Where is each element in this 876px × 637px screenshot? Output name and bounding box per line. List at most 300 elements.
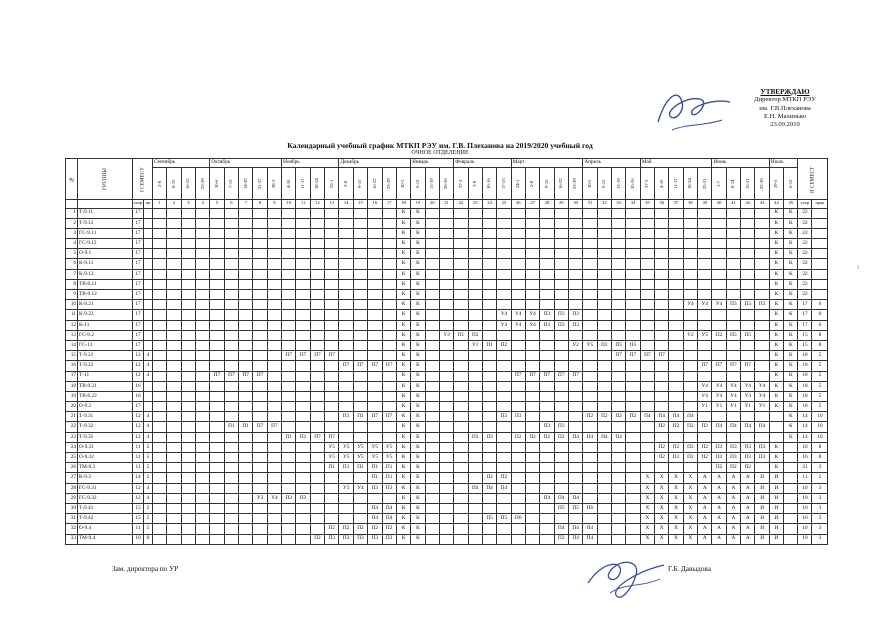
week-cell: К [769, 218, 783, 228]
sem1-practice: 5 [144, 442, 153, 452]
week-cell [583, 259, 597, 269]
header-month: Июль [769, 159, 798, 168]
week-cell [468, 473, 482, 483]
week-cell [181, 290, 195, 300]
week-cell [353, 208, 367, 218]
week-cell [540, 259, 554, 269]
week-cell [310, 514, 324, 524]
week-cell [368, 351, 382, 361]
week-cell: П2 [698, 453, 712, 463]
week-cell: А [741, 534, 755, 544]
week-cell: И [755, 514, 769, 524]
week-cell [267, 453, 281, 463]
week-cell [167, 473, 181, 483]
week-cell [267, 473, 281, 483]
week-cell [568, 290, 582, 300]
week-cell [382, 239, 396, 249]
week-cell [669, 330, 683, 340]
header-month: Январь [411, 159, 454, 168]
header-week-number: 27 [525, 200, 539, 209]
week-cell: У2 [568, 340, 582, 350]
week-cell [669, 269, 683, 279]
week-cell: К [784, 351, 798, 361]
week-cell [353, 514, 367, 524]
week-cell [554, 269, 568, 279]
week-cell [253, 432, 267, 442]
week-cell [239, 453, 253, 463]
week-cell [755, 351, 769, 361]
week-cell: К [769, 340, 783, 350]
week-cell [468, 259, 482, 269]
approval-line: Директор МТКП РЭУ [754, 96, 816, 104]
week-cell [612, 493, 626, 503]
week-cell [196, 218, 210, 228]
week-cell [655, 208, 669, 218]
week-cell: А [698, 473, 712, 483]
header-week-number: 19 [411, 200, 425, 209]
week-cell: Х [640, 483, 654, 493]
week-cell [267, 269, 281, 279]
header-week: 25-31 [698, 168, 712, 200]
week-cell [167, 534, 181, 544]
sem1-practice: 2 [144, 473, 153, 483]
week-cell [239, 391, 253, 401]
week-cell [439, 483, 453, 493]
week-cell: П4 [683, 412, 697, 422]
week-cell [239, 442, 253, 452]
week-cell [253, 463, 267, 473]
week-cell [698, 463, 712, 473]
week-cell [181, 340, 195, 350]
header-week-number: 5 [210, 200, 224, 209]
week-cell [339, 340, 353, 350]
week-cell: К [411, 493, 425, 503]
week-cell: П2 [511, 432, 525, 442]
sem1-practice [144, 208, 153, 218]
table-row [66, 361, 828, 371]
week-cell: У5 [583, 340, 597, 350]
week-cell [239, 208, 253, 218]
week-cell [210, 432, 224, 442]
week-cell [239, 524, 253, 534]
week-cell [554, 402, 568, 412]
week-cell [282, 442, 296, 452]
week-cell [339, 300, 353, 310]
week-cell [626, 330, 640, 340]
sem2-practice: 3 [812, 493, 828, 503]
week-cell [296, 320, 310, 330]
week-cell: П7 [253, 422, 267, 432]
week-cell: П4 [554, 524, 568, 534]
group-name: Т-9.12 [78, 218, 133, 228]
week-cell [784, 483, 798, 493]
week-cell: У1 [712, 402, 726, 412]
week-cell [167, 300, 181, 310]
week-cell [540, 514, 554, 524]
week-cell [540, 249, 554, 259]
week-cell [239, 269, 253, 279]
week-cell [454, 402, 468, 412]
week-cell [210, 310, 224, 320]
week-cell [683, 340, 697, 350]
week-cell: У5 [353, 442, 367, 452]
week-cell [310, 290, 324, 300]
week-cell [267, 391, 281, 401]
week-cell: К [411, 228, 425, 238]
sem1-practice [144, 330, 153, 340]
week-cell [554, 412, 568, 422]
week-cell [640, 279, 654, 289]
week-cell [368, 310, 382, 320]
week-cell [769, 412, 783, 422]
week-cell [282, 453, 296, 463]
group-name: Т-9.32 [78, 422, 133, 432]
week-cell: П3 [741, 442, 755, 452]
week-cell [239, 300, 253, 310]
week-cell [439, 269, 453, 279]
week-cell: П2 [540, 432, 554, 442]
row-number: 9 [66, 290, 78, 300]
week-cell [669, 340, 683, 350]
week-cell [282, 249, 296, 259]
week-cell: П1 [482, 340, 496, 350]
week-cell: К [784, 402, 798, 412]
week-cell [640, 249, 654, 259]
week-cell [439, 473, 453, 483]
week-cell [726, 432, 740, 442]
week-cell [468, 218, 482, 228]
week-cell: У4 [511, 310, 525, 320]
week-cell [310, 493, 324, 503]
week-cell [755, 279, 769, 289]
table-row [66, 239, 828, 249]
week-cell [741, 218, 755, 228]
week-cell: К [784, 208, 798, 218]
week-cell [425, 402, 439, 412]
header-week: 30-6 [210, 168, 224, 200]
week-cell: Х [640, 514, 654, 524]
week-cell: К [396, 249, 410, 259]
week-cell [511, 218, 525, 228]
week-cell [339, 381, 353, 391]
week-cell: К [396, 330, 410, 340]
week-cell [626, 442, 640, 452]
week-cell [597, 453, 611, 463]
week-cell [325, 208, 339, 218]
week-cell [468, 239, 482, 249]
week-cell: П2 [698, 442, 712, 452]
row-number: 20 [66, 402, 78, 412]
week-cell [310, 381, 324, 391]
week-cell [325, 340, 339, 350]
week-cell [454, 463, 468, 473]
week-cell [511, 228, 525, 238]
week-cell: П2 [597, 412, 611, 422]
week-cell [296, 391, 310, 401]
week-cell [540, 412, 554, 422]
week-cell: П3 [755, 453, 769, 463]
week-cell: У4 [525, 320, 539, 330]
week-cell: П2 [597, 340, 611, 350]
group-name: ГС-9.32 [78, 493, 133, 503]
week-cell: П2 [583, 412, 597, 422]
header-week: 20-26 [439, 168, 453, 200]
week-cell [196, 402, 210, 412]
week-cell [425, 330, 439, 340]
week-cell [612, 453, 626, 463]
sem1-theory: 12 [133, 412, 144, 422]
week-cell: А [698, 483, 712, 493]
week-cell [210, 279, 224, 289]
week-cell: П3 [282, 493, 296, 503]
week-cell [339, 391, 353, 401]
week-cell: У4 [755, 381, 769, 391]
sem1-theory: 11 [133, 453, 144, 463]
week-cell [726, 320, 740, 330]
week-cell [210, 259, 224, 269]
week-cell [568, 208, 582, 218]
week-cell [640, 259, 654, 269]
week-cell [196, 269, 210, 279]
week-cell [568, 259, 582, 269]
week-cell [683, 269, 697, 279]
header-week: 21-27 [253, 168, 267, 200]
week-cell [153, 330, 167, 340]
week-cell [267, 249, 281, 259]
week-cell: К [784, 218, 798, 228]
week-cell [511, 351, 525, 361]
week-cell [655, 320, 669, 330]
week-cell [612, 259, 626, 269]
week-cell [310, 269, 324, 279]
week-cell [554, 442, 568, 452]
week-cell [253, 320, 267, 330]
row-number: 29 [66, 493, 78, 503]
sem1-practice: 4 [144, 361, 153, 371]
sem1-theory: 15 [133, 503, 144, 513]
week-cell: П7 [325, 351, 339, 361]
week-cell [439, 310, 453, 320]
week-cell [583, 371, 597, 381]
table-row [66, 503, 828, 513]
table-row [66, 524, 828, 534]
week-cell [640, 208, 654, 218]
week-cell [626, 514, 640, 524]
week-cell: П1 [339, 463, 353, 473]
week-cell [339, 371, 353, 381]
week-cell [153, 503, 167, 513]
sem2-theory: 22 [798, 228, 812, 238]
week-cell [454, 524, 468, 534]
week-cell [741, 228, 755, 238]
header-week-number: 35 [640, 200, 654, 209]
week-cell [755, 432, 769, 442]
week-cell: П3 [554, 422, 568, 432]
sem1-practice [144, 340, 153, 350]
week-cell [382, 422, 396, 432]
week-cell [568, 361, 582, 371]
week-cell: К [396, 259, 410, 269]
week-cell [224, 320, 238, 330]
sem2-theory: 18 [798, 381, 812, 391]
week-cell [210, 412, 224, 422]
week-cell [153, 473, 167, 483]
week-cell [669, 300, 683, 310]
week-cell [497, 259, 511, 269]
week-cell [726, 371, 740, 381]
week-cell [196, 514, 210, 524]
row-number: 1 [66, 208, 78, 218]
week-cell: П2 [655, 442, 669, 452]
week-cell [612, 249, 626, 259]
week-cell [353, 249, 367, 259]
week-cell [497, 442, 511, 452]
week-cell: К [769, 371, 783, 381]
week-cell [353, 391, 367, 401]
week-cell: К [784, 412, 798, 422]
week-cell [583, 218, 597, 228]
week-cell [181, 249, 195, 259]
sem2-practice [812, 290, 828, 300]
week-cell: К [411, 351, 425, 361]
week-cell: П7 [698, 361, 712, 371]
week-cell [224, 473, 238, 483]
week-cell [282, 422, 296, 432]
row-number: 5 [66, 249, 78, 259]
week-cell [282, 290, 296, 300]
week-cell [296, 208, 310, 218]
sem2-practice: 10 [812, 432, 828, 442]
header-week: 18-24 [683, 168, 697, 200]
sem1-practice [144, 259, 153, 269]
week-cell [210, 300, 224, 310]
week-cell [626, 320, 640, 330]
week-cell [454, 381, 468, 391]
week-cell [296, 269, 310, 279]
week-cell: П7 [325, 432, 339, 442]
week-cell: Х [640, 503, 654, 513]
week-cell: П7 [525, 371, 539, 381]
week-cell: П2 [468, 330, 482, 340]
sem2-practice [812, 208, 828, 218]
header-week: 3-9 [468, 168, 482, 200]
week-cell [353, 422, 367, 432]
week-cell [181, 381, 195, 391]
week-cell [525, 503, 539, 513]
sem1-theory: 17 [133, 269, 144, 279]
week-cell [612, 483, 626, 493]
week-cell [167, 351, 181, 361]
week-cell [267, 300, 281, 310]
week-cell [296, 228, 310, 238]
group-name: ГС-9.12 [78, 239, 133, 249]
week-cell [310, 320, 324, 330]
week-cell [253, 300, 267, 310]
week-cell [511, 442, 525, 452]
week-cell [497, 432, 511, 442]
week-cell: П7 [210, 371, 224, 381]
week-cell [511, 279, 525, 289]
sem1-theory: 17 [133, 290, 144, 300]
week-cell [683, 391, 697, 401]
week-cell [353, 473, 367, 483]
week-cell: А [712, 524, 726, 534]
week-cell: П3 [296, 493, 310, 503]
week-cell: А [726, 524, 740, 534]
week-cell: Х [669, 483, 683, 493]
week-cell [181, 269, 195, 279]
week-cell [282, 473, 296, 483]
week-cell [296, 218, 310, 228]
week-cell: К [784, 279, 798, 289]
sem1-theory: 12 [133, 493, 144, 503]
table-row [66, 279, 828, 289]
week-cell [425, 351, 439, 361]
footer-name: Г.Б. Давыдова [668, 565, 711, 573]
week-cell [167, 402, 181, 412]
director-signature-icon [652, 78, 736, 138]
week-cell [698, 228, 712, 238]
week-cell [626, 503, 640, 513]
week-cell [196, 453, 210, 463]
week-cell [196, 463, 210, 473]
week-cell [153, 239, 167, 249]
week-cell [382, 320, 396, 330]
week-cell [583, 463, 597, 473]
week-cell [153, 340, 167, 350]
week-cell: П4 [482, 483, 496, 493]
week-cell: К [769, 402, 783, 412]
sem1-theory: 10 [133, 534, 144, 544]
week-cell [339, 279, 353, 289]
week-cell [282, 320, 296, 330]
week-cell [468, 503, 482, 513]
week-cell [253, 249, 267, 259]
week-cell [468, 290, 482, 300]
week-cell [511, 361, 525, 371]
table-row [66, 422, 828, 432]
week-cell [497, 249, 511, 259]
header-week-number: 43 [755, 200, 769, 209]
header-week-number: 20 [425, 200, 439, 209]
week-cell: К [769, 259, 783, 269]
week-cell: А [741, 524, 755, 534]
week-cell [511, 391, 525, 401]
week-cell [482, 422, 496, 432]
week-cell [626, 269, 640, 279]
sem2-theory: 22 [798, 249, 812, 259]
week-cell [296, 361, 310, 371]
week-cell [368, 493, 382, 503]
week-cell [439, 402, 453, 412]
week-cell [669, 391, 683, 401]
week-cell [655, 300, 669, 310]
sem2-theory: 17 [798, 300, 812, 310]
header-month: Июнь [712, 159, 769, 168]
row-number: 14 [66, 340, 78, 350]
week-cell [353, 351, 367, 361]
week-cell [712, 310, 726, 320]
week-cell [167, 330, 181, 340]
week-cell [497, 381, 511, 391]
week-cell [597, 228, 611, 238]
week-cell: К [396, 463, 410, 473]
week-cell [640, 463, 654, 473]
week-cell: А [726, 493, 740, 503]
group-name: Т-9.22 [78, 361, 133, 371]
week-cell [267, 503, 281, 513]
week-cell: К [784, 381, 798, 391]
